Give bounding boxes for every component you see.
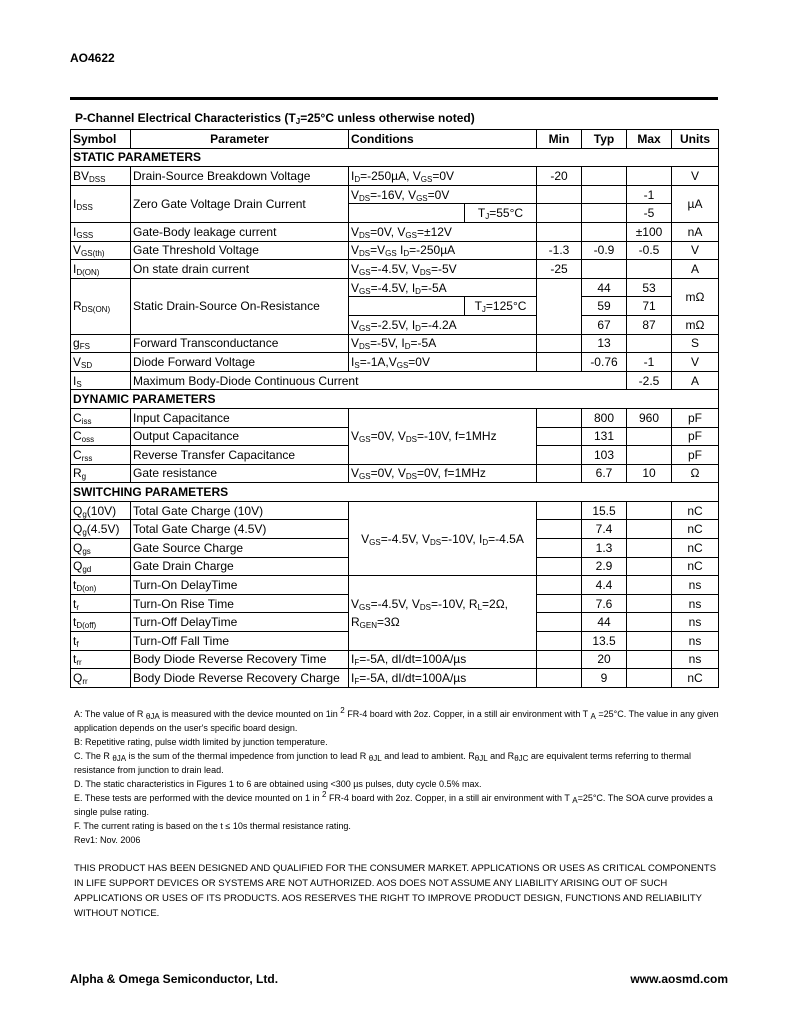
max-cell — [627, 501, 672, 520]
table-row — [71, 371, 719, 390]
table-title: P-Channel Electrical Characteristics ($T_J=25^\circ C$ unless otherwise noted) — [75, 111, 475, 126]
section-row — [71, 390, 719, 409]
min-cell: -25 — [537, 260, 582, 279]
min-cell — [537, 427, 582, 446]
typ-cell: 44 — [582, 278, 627, 297]
max-cell: -5 — [627, 204, 672, 223]
footnotes — [74, 707, 724, 847]
min-cell — [537, 408, 582, 427]
conditions-cell-temp: $T_J=125^\circ C$ — [465, 297, 537, 316]
section-row — [71, 483, 719, 502]
max-cell: 87 — [627, 315, 672, 334]
max-cell — [627, 334, 672, 353]
footer-website: www.aosmd.com — [630, 972, 728, 986]
max-cell — [627, 576, 672, 595]
unit-cell: ns — [672, 576, 719, 595]
max-cell: 53 — [627, 278, 672, 297]
typ-cell — [582, 167, 627, 186]
typ-cell: 59 — [582, 297, 627, 316]
min-cell — [537, 222, 582, 241]
footnote-d: D. The static characteristics in Figures 1 to 6 are obtained using <300 µs pulses, duty cycle 0.5% max. — [74, 779, 482, 789]
typ-cell: 44 — [582, 613, 627, 632]
min-cell — [537, 278, 582, 334]
table-row — [71, 278, 719, 297]
conditions-cell: $V_{GS}=-4.5V$, $V_{DS}=-5V$ — [349, 260, 537, 279]
parameter-cell: Drain-Source Breakdown Voltage — [131, 167, 349, 186]
min-cell — [537, 353, 582, 372]
min-cell — [537, 501, 582, 520]
max-cell — [627, 167, 672, 186]
conditions-cell: $V_{GS}=-4.5V$, $V_{DS}=-10V$, $I_D=-4.5A$ — [349, 501, 537, 575]
parameter-cell: Turn-On Rise Time — [131, 594, 349, 613]
symbol-cell: $g_{FS}$ — [71, 334, 131, 353]
typ-cell: 9 — [582, 669, 627, 688]
unit-cell: nC — [672, 669, 719, 688]
symbol-cell: $C_{iss}$ — [71, 408, 131, 427]
symbol-cell: $R_{DS(ON)}$ — [71, 278, 131, 334]
table-row — [71, 222, 719, 241]
table-row — [71, 241, 719, 260]
parameter-cell: On state drain current — [131, 260, 349, 279]
typ-cell: 131 — [582, 427, 627, 446]
min-cell — [537, 446, 582, 465]
min-cell — [537, 557, 582, 576]
symbol-cell: $Q_{gs}$ — [71, 539, 131, 558]
unit-cell: mΩ — [672, 315, 719, 334]
symbol-cell: $V_{GS(th)}$ — [71, 241, 131, 260]
table-row — [71, 650, 719, 669]
unit-cell: ns — [672, 650, 719, 669]
parameter-cell: Body Diode Reverse Recovery Time — [131, 650, 349, 669]
min-cell — [537, 594, 582, 613]
typ-cell — [582, 185, 627, 204]
parameter-cell: Gate resistance — [131, 464, 349, 483]
table-header-row — [71, 130, 719, 149]
unit-cell: nC — [672, 520, 719, 539]
symbol-cell: $t_{D(off)}$ — [71, 613, 131, 632]
conditions-cell-spacer — [349, 204, 465, 223]
max-cell — [627, 650, 672, 669]
unit-cell: ns — [672, 632, 719, 651]
conditions-cell: $V_{GS}=-4.5V$, $V_{DS}=-10V$, $R_L=2\Omega$, $R_{GEN}=3\Omega$ — [349, 576, 537, 650]
min-cell — [537, 464, 582, 483]
footnote-b: B: Repetitive rating, pulse width limited by junction temperature. — [74, 737, 328, 747]
max-cell: 10 — [627, 464, 672, 483]
max-cell: 71 — [627, 297, 672, 316]
typ-cell: 2.9 — [582, 557, 627, 576]
typ-cell: 103 — [582, 446, 627, 465]
symbol-cell: $I_{D(ON)}$ — [71, 260, 131, 279]
max-cell — [627, 446, 672, 465]
unit-cell: µA — [672, 185, 719, 222]
unit-cell: pF — [672, 408, 719, 427]
unit-cell: V — [672, 167, 719, 186]
symbol-cell: $t_{rr}$ — [71, 650, 131, 669]
max-cell — [627, 539, 672, 558]
symbol-cell: $I_S$ — [71, 371, 131, 390]
symbol-cell: $t_r$ — [71, 594, 131, 613]
conditions-cell: $V_{DS}=V_{GS}$ $I_D=-250\mu A$ — [349, 241, 537, 260]
conditions-cell: $V_{GS}=0V$, $V_{DS}=0V$, f=1MHz — [349, 464, 537, 483]
symbol-cell: $I_{DSS}$ — [71, 185, 131, 222]
max-cell — [627, 669, 672, 688]
symbol-cell: $t_{D(on)}$ — [71, 576, 131, 595]
header-rule — [70, 97, 718, 100]
max-cell — [627, 632, 672, 651]
unit-cell: pF — [672, 427, 719, 446]
parameter-cell: Turn-Off Fall Time — [131, 632, 349, 651]
electrical-characteristics-table — [70, 129, 719, 688]
conditions-cell: $I_D=-250\mu A$, $V_{GS}=0V$ — [349, 167, 537, 186]
parameter-cell: Body Diode Reverse Recovery Charge — [131, 669, 349, 688]
disclaimer: THIS PRODUCT HAS BEEN DESIGNED AND QUALIFIED FOR THE CONSUMER MARKET. APPLICATIONS OR USES AS CRITICAL COMPONENTS IN LIFE SUPPORT DEVICES OR SYSTEMS ARE NOT AUTHORIZED. AOS DOES NOT ASSUME ANY LIABILITY ARISING OUT OF SUCH APPLICATIONS OR USES OF ITS PRODUCTS. AOS RESERVES THE RIGHT TO IMPROVE PRODUCT DESIGN, FUNCTIONS AND RELIABILITY WITHOUT NOTICE. — [74, 863, 717, 919]
typ-cell: 15.5 — [582, 501, 627, 520]
conditions-cell-spacer — [349, 297, 465, 316]
max-cell — [627, 520, 672, 539]
unit-cell: mΩ — [672, 278, 719, 315]
symbol-cell: $BV_{DSS}$ — [71, 167, 131, 186]
min-cell — [537, 576, 582, 595]
conditions-cell: $I_F=-5A$, dI/dt=100A/µs — [349, 669, 537, 688]
symbol-cell: $Q_g(4.5V)$ — [71, 520, 131, 539]
max-cell — [627, 613, 672, 632]
parameter-cell: Turn-Off DelayTime — [131, 613, 349, 632]
unit-cell: nC — [672, 557, 719, 576]
parameter-cell: Gate Source Charge — [131, 539, 349, 558]
revision: Rev1: Nov. 2006 — [74, 835, 141, 845]
parameter-cell: Output Capacitance — [131, 427, 349, 446]
unit-cell: S — [672, 334, 719, 353]
header-typ: Typ — [582, 130, 627, 149]
conditions-cell: $I_F=-5A$, dI/dt=100A/µs — [349, 650, 537, 669]
parameter-cell: Zero Gate Voltage Drain Current — [131, 185, 349, 222]
parameter-cell: Gate Threshold Voltage — [131, 241, 349, 260]
table-row — [71, 185, 719, 204]
conditions-cell: $I_S=-1A,V_{GS}=0V$ — [349, 353, 537, 372]
header-units: Units — [672, 130, 719, 149]
parameter-cell: Static Drain-Source On-Resistance — [131, 278, 349, 334]
typ-cell: -0.76 — [582, 353, 627, 372]
symbol-cell: $Q_{rr}$ — [71, 669, 131, 688]
typ-cell: 13 — [582, 334, 627, 353]
conditions-cell: $V_{DS}=-16V$, $V_{GS}=0V$ — [349, 185, 537, 204]
conditions-cell: $V_{GS}=0V$, $V_{DS}=-10V$, f=1MHz — [349, 408, 537, 464]
unit-cell: A — [672, 260, 719, 279]
parameter-cell: Turn-On DelayTime — [131, 576, 349, 595]
unit-cell: ns — [672, 594, 719, 613]
parameter-cell: Forward Transconductance — [131, 334, 349, 353]
symbol-cell: $V_{SD}$ — [71, 353, 131, 372]
max-cell: -2.5 — [627, 371, 672, 390]
header-max: Max — [627, 130, 672, 149]
max-cell: ±100 — [627, 222, 672, 241]
typ-cell: 4.4 — [582, 576, 627, 595]
footnote-f: F. The current rating is based on the t ≤ 10s thermal resistance rating. — [74, 821, 351, 831]
parameter-cell: Reverse Transfer Capacitance — [131, 446, 349, 465]
unit-cell: nC — [672, 539, 719, 558]
symbol-cell: $C_{rss}$ — [71, 446, 131, 465]
min-cell — [537, 334, 582, 353]
header-parameter: Parameter — [131, 130, 349, 149]
max-cell — [627, 427, 672, 446]
footnote-a: A: The value of R $_{\theta JA}$ is measured with the device mounted on 1in $^2$ FR-4 board with 2oz. Copper, in a still air environment with T $_A$ =25°C. The value in any given application depends on the user's specific board design. — [74, 706, 719, 733]
symbol-cell: $R_g$ — [71, 464, 131, 483]
parameter-cell: Input Capacitance — [131, 408, 349, 427]
symbol-cell: $C_{oss}$ — [71, 427, 131, 446]
max-cell — [627, 260, 672, 279]
min-cell — [537, 650, 582, 669]
footer-company: Alpha & Omega Semiconductor, Ltd. — [70, 972, 279, 986]
symbol-cell: $I_{GSS}$ — [71, 222, 131, 241]
typ-cell: 13.5 — [582, 632, 627, 651]
max-cell: -1 — [627, 185, 672, 204]
typ-cell: 7.4 — [582, 520, 627, 539]
table-row — [71, 353, 719, 372]
unit-cell: V — [672, 353, 719, 372]
conditions-cell: $V_{DS}=-5V$, $I_D=-5A$ — [349, 334, 537, 353]
symbol-cell: $Q_{gd}$ — [71, 557, 131, 576]
unit-cell: pF — [672, 446, 719, 465]
table-row — [71, 501, 719, 520]
unit-cell: Ω — [672, 464, 719, 483]
max-cell: -0.5 — [627, 241, 672, 260]
min-cell — [537, 632, 582, 651]
max-cell — [627, 557, 672, 576]
parameter-cell: Maximum Body-Diode Continuous Current — [131, 371, 627, 390]
unit-cell: nC — [672, 501, 719, 520]
unit-cell: A — [672, 371, 719, 390]
conditions-cell: $V_{GS}=-4.5V$, $I_D=-5A$ — [349, 278, 537, 297]
min-cell — [537, 185, 582, 204]
parameter-cell: Total Gate Charge (4.5V) — [131, 520, 349, 539]
typ-cell: 7.6 — [582, 594, 627, 613]
header-symbol: Symbol — [71, 130, 131, 149]
section-static: STATIC PARAMETERS — [71, 148, 719, 167]
table-row — [71, 576, 719, 595]
parameter-cell: Gate Drain Charge — [131, 557, 349, 576]
parameter-cell: Total Gate Charge (10V) — [131, 501, 349, 520]
typ-cell: 800 — [582, 408, 627, 427]
typ-cell: 1.3 — [582, 539, 627, 558]
header-conditions: Conditions — [349, 130, 537, 149]
footnote-c: C. The R $_{\theta JA}$ is the sum of the thermal impedence from junction to lead R $_{\theta JL}$ and lead to ambient. $R_{\theta JL}$ and $R_{\theta JC}$ are equivalent terms referring to thermal resistance from junction to drain lead. — [74, 751, 691, 775]
max-cell: -1 — [627, 353, 672, 372]
min-cell — [537, 520, 582, 539]
max-cell: 960 — [627, 408, 672, 427]
max-cell — [627, 594, 672, 613]
symbol-cell: $Q_g(10V)$ — [71, 501, 131, 520]
typ-cell — [582, 204, 627, 223]
table-row — [71, 334, 719, 353]
typ-cell: 6.7 — [582, 464, 627, 483]
part-number: AO4622 — [70, 51, 115, 65]
typ-cell — [582, 260, 627, 279]
footnote-e: E. These tests are performed with the device mounted on 1 in $^2$ FR-4 board with 2oz. Copper, in a still air environment with T $_A$=25°C. The SOA curve provides a single pulse rating. — [74, 790, 713, 817]
typ-cell: -0.9 — [582, 241, 627, 260]
unit-cell: nA — [672, 222, 719, 241]
min-cell — [537, 669, 582, 688]
conditions-cell-temp: $T_J=55^\circ C$ — [465, 204, 537, 223]
unit-cell: ns — [672, 613, 719, 632]
parameter-cell: Gate-Body leakage current — [131, 222, 349, 241]
min-cell: -1.3 — [537, 241, 582, 260]
conditions-cell: $V_{GS}=-2.5V$, $I_D=-4.2A$ — [349, 315, 537, 334]
min-cell: -20 — [537, 167, 582, 186]
typ-cell — [582, 222, 627, 241]
unit-cell: V — [672, 241, 719, 260]
typ-cell: 67 — [582, 315, 627, 334]
min-cell — [537, 613, 582, 632]
header-min: Min — [537, 130, 582, 149]
min-cell — [537, 539, 582, 558]
section-switching: SWITCHING PARAMETERS — [71, 483, 719, 502]
table-row — [71, 464, 719, 483]
table-row — [71, 167, 719, 186]
parameter-cell: Diode Forward Voltage — [131, 353, 349, 372]
table-row — [71, 669, 719, 688]
table-row — [71, 260, 719, 279]
conditions-cell: $V_{DS}=0V$, $V_{GS}=\pm 12V$ — [349, 222, 537, 241]
section-row — [71, 148, 719, 167]
symbol-cell: $t_f$ — [71, 632, 131, 651]
typ-cell: 20 — [582, 650, 627, 669]
min-cell — [537, 204, 582, 223]
table-row — [71, 408, 719, 427]
section-dynamic: DYNAMIC PARAMETERS — [71, 390, 719, 409]
